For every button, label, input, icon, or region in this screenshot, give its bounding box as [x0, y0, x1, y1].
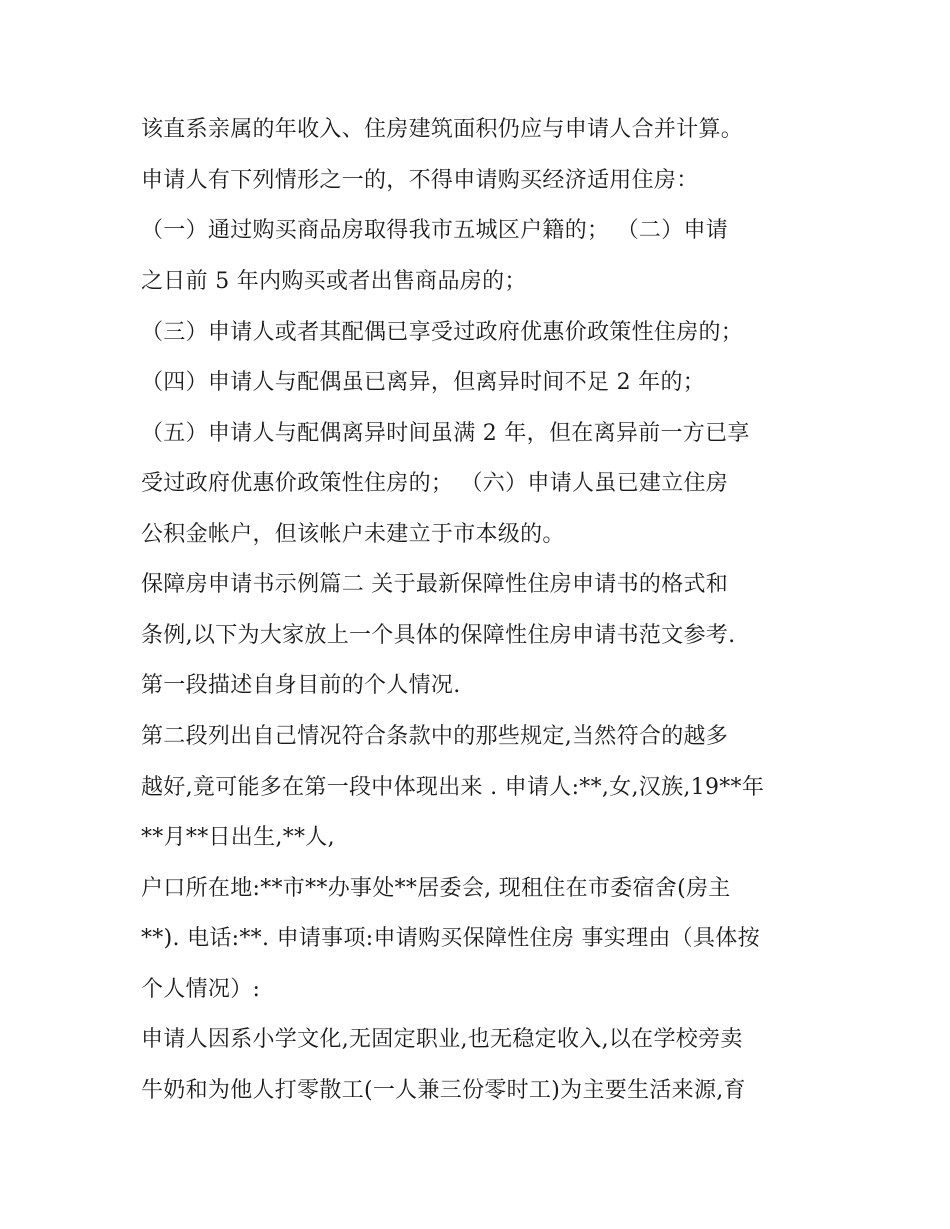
text-line: 之日前 5 年内购买或者出售商品房的； — [141, 269, 527, 294]
text-line: 越好,竟可能多在第一段中体现出来 . 申请人:**,女,汉族,19**年 — [141, 775, 765, 800]
text-line: 第二段列出自己情况符合条款中的那些规定,当然符合的越多 — [141, 724, 729, 749]
text-line: 牛奶和为他人打零散工(一人兼三份零时工)为主要生活来源,育 — [141, 1078, 746, 1103]
text-line: 申请人因系小学文化,无固定职业,也无稳定收入,以在学校旁卖 — [141, 1027, 743, 1052]
text-line: 个人情况）: — [141, 977, 261, 1002]
text-line: 第一段描述自身目前的个人情况. — [141, 673, 461, 698]
text-line: 公积金帐户，但该帐户未建立于市本级的。 — [141, 522, 565, 547]
text-line: 受过政府优惠价政策性住房的； （六）申请人虽已建立住房 — [141, 471, 729, 496]
text-line: （四）申请人与配偶虽已离异，但离异时间不足 2 年的； — [141, 370, 706, 395]
text-line: **). 电话:**. 申请事项:申请购买保障性住房 事实理由（具体按 — [141, 926, 760, 951]
text-line: 该直系亲属的年收入、住房建筑面积仍应与申请人合并计算。 — [141, 117, 744, 142]
text-line: 保障房申请书示例篇二 关于最新保障性住房申请书的格式和 — [141, 572, 729, 597]
text-line: （三）申请人或者其配偶已享受过政府优惠价政策性住房的； — [141, 320, 744, 345]
text-line: 条例,以下为大家放上一个具体的保障性住房申请书范文参考. — [141, 623, 736, 648]
text-line: 申请人有下列情形之一的，不得申请购买经济适用住房： — [141, 168, 699, 193]
text-line: （一）通过购买商品房取得我市五城区户籍的； （二）申请 — [141, 218, 729, 243]
text-line: （五）申请人与配偶离异时间虽满 2 年，但在离异前一方已享 — [141, 421, 750, 446]
text-line: **月**日出生,**人, — [141, 825, 335, 850]
text-line: 户口所在地:**市**办事处**居委会, 现租住在市委宿舍(房主 — [141, 876, 731, 901]
